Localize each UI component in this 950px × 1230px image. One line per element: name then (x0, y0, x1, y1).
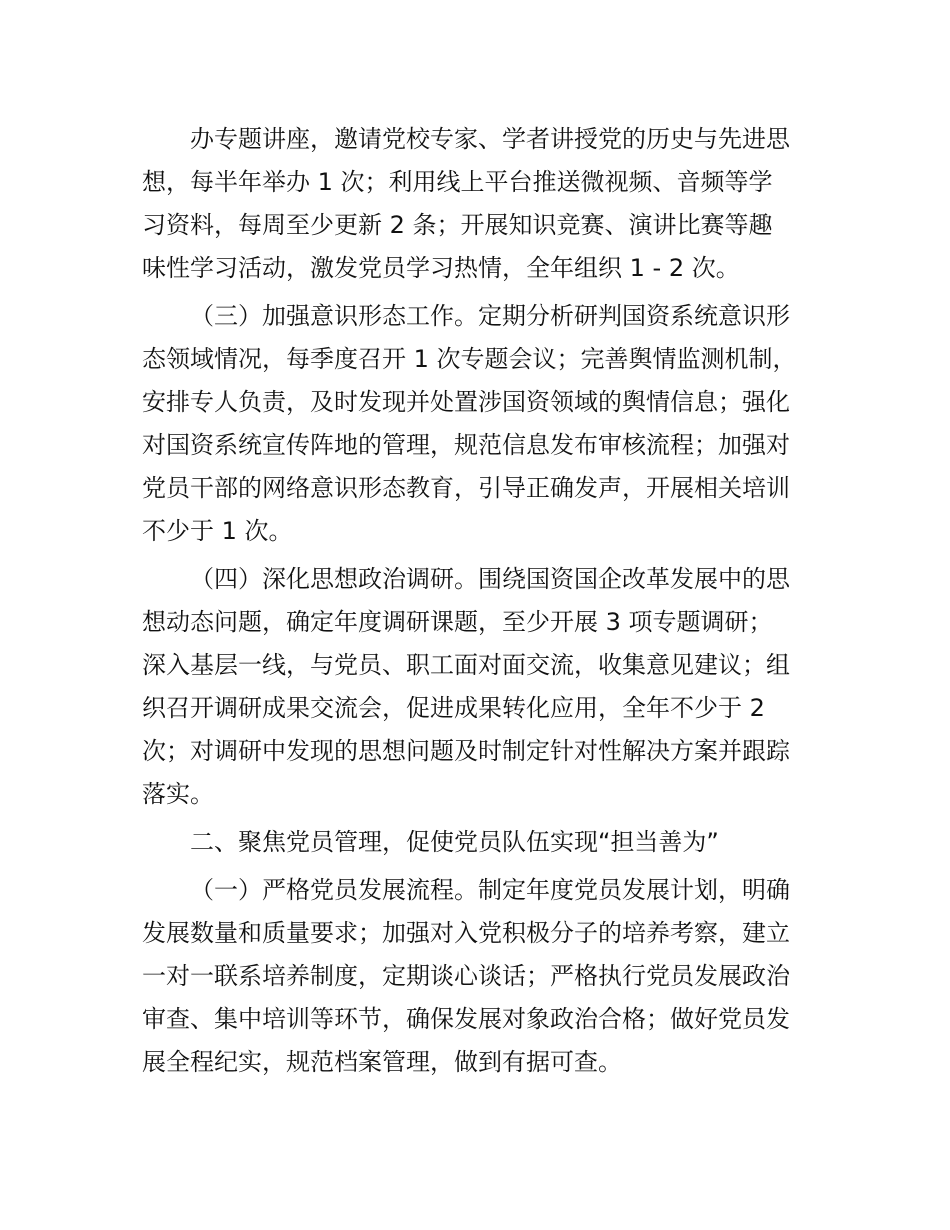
paragraph-line: 一对一联系培养制度，定期谈心谈话；严格执行党员发展政治 (142, 962, 790, 990)
paragraph-line: 不少于 1 次。 (142, 517, 293, 545)
paragraph-line: 展全程纪实，规范档案管理，做到有据可查。 (142, 1048, 622, 1076)
paragraph-line: 习资料，每周至少更新 2 条；开展知识竞赛、演讲比赛等趣 (142, 211, 773, 239)
paragraph-line: 对国资系统宣传阵地的管理，规范信息发布审核流程；加强对 (142, 431, 790, 459)
paragraph-line: 安排专人负责，及时发现并处置涉国资领域的舆情信息；强化 (142, 388, 790, 416)
paragraph-line: 审查、集中培训等环节，确保发展对象政治合格；做好党员发 (142, 1005, 790, 1033)
document-body (142, 118, 814, 1089)
paragraph-line: 织召开调研成果交流会，促进成果转化应用，全年不少于 2 (142, 694, 765, 722)
paragraph-line: 落实。 (142, 780, 214, 808)
paragraph-line: （一）严格党员发展流程。制定年度党员发展计划，明确 (190, 876, 790, 904)
paragraph-line: 办专题讲座，邀请党校专家、学者讲授党的历史与先进思 (190, 125, 790, 153)
paragraph-line: 发展数量和质量要求；加强对入党积极分子的培养考察，建立 (142, 919, 790, 947)
paragraph-line: 党员干部的网络意识形态教育，引导正确发声，开展相关培训 (142, 474, 790, 502)
paragraph-ideology-work (142, 295, 814, 553)
paragraph-line: 态领域情况，每季度召开 1 次专题会议；完善舆情监测机制， (142, 345, 797, 373)
paragraph-line: 想，每半年举办 1 次；利用线上平台推送微视频、音频等学 (142, 168, 773, 196)
paragraph-study-activities (142, 118, 814, 290)
section-heading-party-member-management (142, 821, 814, 864)
paragraph-line: （四）深化思想政治调研。围绕国资国企改革发展中的思 (190, 565, 790, 593)
paragraph-line: 想动态问题，确定年度调研课题，至少开展 3 项专题调研； (142, 608, 773, 636)
paragraph-line: （三）加强意识形态工作。定期分析研判国资系统意识形 (190, 302, 790, 330)
paragraph-line: 深入基层一线，与党员、职工面对面交流，收集意见建议；组 (142, 651, 790, 679)
paragraph-member-development (142, 869, 814, 1084)
section-heading-line: 二、聚焦党员管理，促使党员队伍实现“担当善为” (190, 828, 719, 856)
paragraph-political-research (142, 558, 814, 816)
paragraph-line: 味性学习活动，激发党员学习热情，全年组织 1 - 2 次。 (142, 254, 740, 282)
paragraph-line: 次；对调研中发现的思想问题及时制定针对性解决方案并跟踪 (142, 737, 790, 765)
